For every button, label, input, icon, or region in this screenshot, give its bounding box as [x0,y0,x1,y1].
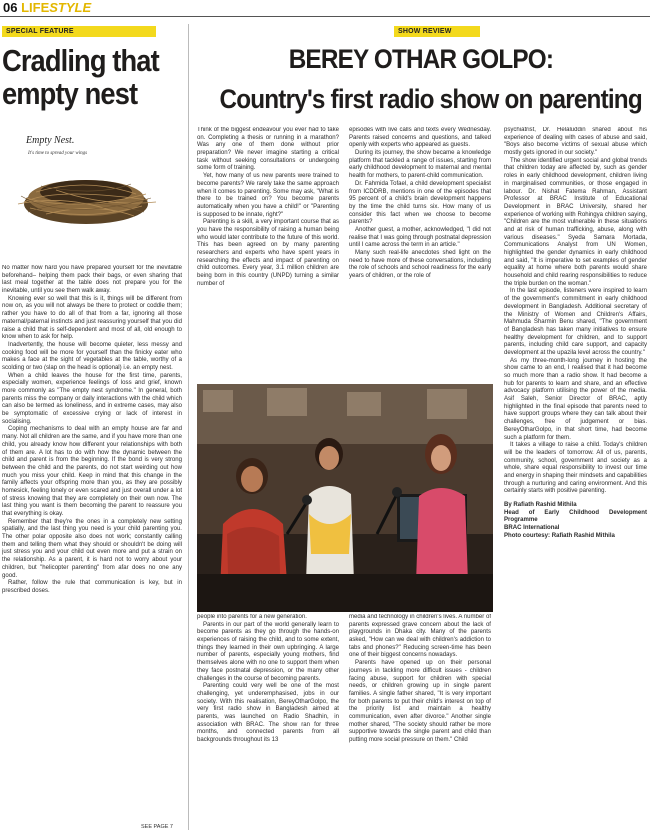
right-col3: psychiatrist, Dr. Helaluddin shared about his experience of dealing with cases of abuse and said, "Boys also become victims of sexual abuse which mostly gets ignored in our society." The show identified urgent social and global trends that children today are affected by, such as gender roles in early childhood development, children living in marginalised communities, or those engaged in labour. Dr. Nishat Fatema Rahman, Assistant Professor at BRAC Institute of Educational Development in BRAC University, shared her experience of working with Rohingya children saying, "Children are the most vulnerable in these situations and at risk of human trafficking, abuse, along with various diseases." Syeda Samara Mortada, Communications Analyst from UN Women, highlighted the gender dynamics in early childhood and said, "It is imperative to set examples of gender equality at home where both parents would share household and child rearing responsibilities to reduce the triple burden on the woman." In the last episode, listeners were inspired to learn of the government's commitment in early childhood development in Bangladesh. Additional secretary of the Ministry of Women and Children's Affairs, Mahmuda Sharmin Benu shared, "The government of Bangladesh has taken many initiatives to ensure healthy development for children, and to support parents, including child care support, and capacity development at the upazila level across the country." As my three-month-long journey in hosting the show came to an end, I realised that it had become so much more than a radio show. It had become a hub for parents to learn and share, and an effective advocacy platform utilising the power of the media. Asif Saleh, Senior Director of BRAC, aptly highlighted in the final episode that parents need to have support groups where they can talk about their challenges, free of judgement or bias. BereyOtharGolpo, in that short time, had become such a platform for them. It takes a village to raise a child. Today's children will be the leaders of tomorrow. All of us, parents, community, school, government and society as a whole, share equal responsibility to invest our time and energy in shaping their mindsets and capabilities through a nurturing and caring environment. And this certainly starts with positive parenting. By Rafiath Rashid Mithila Head of Early Childhood Development Programme BRAC International Photo courtesy: Rafiath Rashid Mithila [504,127,647,539]
right-col2-bottom: media and technology in children's lives. A number of parents expressed grave concern about the lack of playgrounds in Dhaka city. Many of the parents asked, "How can we deal with children's addiction to tabs and phones?" Reducing screen-time has been one of their biggest concerns nowadays. Parents have opened up on their personal journeys in tackling more difficult issues - children facing abuse, support for children with special needs, or children growing up in single parent families. A single father shared, "It is very important for both parents to put their child's interest on top of the priority list and maintain a healthy communication, even after divorce." Another single mother shared, "The society should rather be more supportive towards the single parent and child than putting more social pressure on them." Child [349,614,491,743]
continued-link[interactable]: SEE PAGE 7 [141,824,173,830]
right-col2-top: episodes with live calls and texts every Wednesday. Parents raised concerns and questions, and talked openly with experts who appeared as guests. During its journey, the show became a knowledge platform that tackled a range of issues, starting from early childhood development to maternal and mental health for mothers, to parent-child communication. Dr. Fahmida Tofael, a child development specialist from ICDDRB, mentions in one of the episodes that 95 percent of a child's brain development happens by the time the child turns six. How many of us consider this fact when we choose to become parents? Another guest, a mother, acknowledged, "I did not realise that I was going through postnatal depression until I came across the term in an article." Many such real-life anecdotes shed light on the need to have more of these conversations, including the role of schools and school readiness for the early years of children, or the role of [349,127,491,280]
right-col1-bottom: people into parents for a new generation. Parents in our part of the world generally learn to become parents as they go through the hands-on experiences of raising the child, and to some extent, things they learned in their own upbringing. A large number of parents, especially young mothers, find themselves alone with no one to support them when they face postnatal depression, or the many other challenges in the course of becoming parents. Parenting could very well be one of the most challenging, yet underemphasised, jobs in our society. With this realisation, BereyOtharGolpo, the very first radio show in Bangladesh aimed at parents, was launched on Radio Shadhin, in association with BRAC. The show ran for three months, and connected parents from all backgrounds throughout its 13 [197,614,339,743]
nest-illustration [6,132,164,232]
section-name: LIFE [21,0,50,15]
right-headline-line2: Country's first radio show on parenting [219,84,642,114]
byline: By Rafiath Rashid Mithila Head of Early Childhood Development Programme BRAC International Photo courtesy: Rafiath Rashid Mithila [504,502,647,539]
radio-studio-photo [197,384,493,612]
right-col1-top: Think of the biggest endeavour you ever had to take on. Completing a thesis or running in a marathon? Was any one of them done without prior preparation? We never imagine starting a critical task without seeking consultations or undergoing some form of training. Yet, how many of us new parents were trained to become parents? We rarely take the same approach when it comes to parenting. Some may ask, "What is there to be trained on? You become parents automatically when you have a child!" or "Parenting is supposed to be innate, right?" Parenting is a skill, a very important course that as you have the responsibility of raising a human being who would later contribute to the future of this world. This has been agreed on by many parenting researchers and experts who have spent years in researching the effects and impact of parenting on child outcomes. Every year, 3.1 million children are being born in this country (UNPD) turning a similar number of [197,127,339,287]
left-headline: Cradling that empty nest [2,43,159,111]
special-feature-tag: SPECIAL FEATURE [2,26,156,37]
left-article-body: No matter how hard you have prepared yourself for the inevitable beforehand– helping them pack their bags, or even sharing that last meal together at the table does not prepare you for the inevitable, until you see them walk away. Knowing ever so well that this is it, things will be different from now on, as you will not always be there to protect or coddle them; rather you have to do all of that from a far, ignoring all those maternal/paternal instincts and just reassuring yourself that you did raise a child that is self-dependent and most of all, old enough to know when to ask for help. Inadvertently, the house will become quieter, less messy and cooking food will be more for yourself than the finicky eater who makes a face at the sight of vegetables at the table, worthy of a scolding or two (slap on the head is optional) i.e. an empty nest. When a child leaves the house for the first time, parents, especially women, experience feelings of loss and grief, known more commonly as "The empty nest syndrome." In general, both parents miss the company or daily interactions with the child which can also be termed as loneliness, and in extreme cases, may also be symptomatic of excessive crying or lack of interest in socialising. Coping mechanisms to deal with an empty house are far and many. Not all children are the same, and if you have more than one child, you already know how different your relationships with both of them are. A lot has to do with how the dynamic between the child and parent is from the beginning. If the bond is very strong between the child and the parents, do not start weirding out how much you miss your child. Keep in mind that this change in the family affects your offspring more than you, as they are possibly homesick, feeling lonely or even scared and just overall under a lot of stress knowing that they are completely on their own now. The last thing you want is them becoming the parent to reassure you that everything is okay. Remember that they're the ones in a completely new setting spatially, and the last thing you need is your child parenting you. The other polar opposite also does not work; constantly calling them and telling them what they should or shouldn't be doing will just stress you and your child out even more and put a strain on the relationship. As a parent, it is hard not to worry about your children, but "helicopter parenting" from afar does no one any good. Rather, follow the rule that communication is key, but in prescribed doses. [2,265,182,594]
show-review-tag: SHOW REVIEW [394,26,480,37]
right-headline-line1: BEREY OTHAR GOLPO: [288,44,554,74]
page-number: 06 LIFESTYLE [3,0,92,15]
image-subtitle: It's time to spread your wings [28,151,88,156]
image-title: Empty Nest. [26,135,75,146]
